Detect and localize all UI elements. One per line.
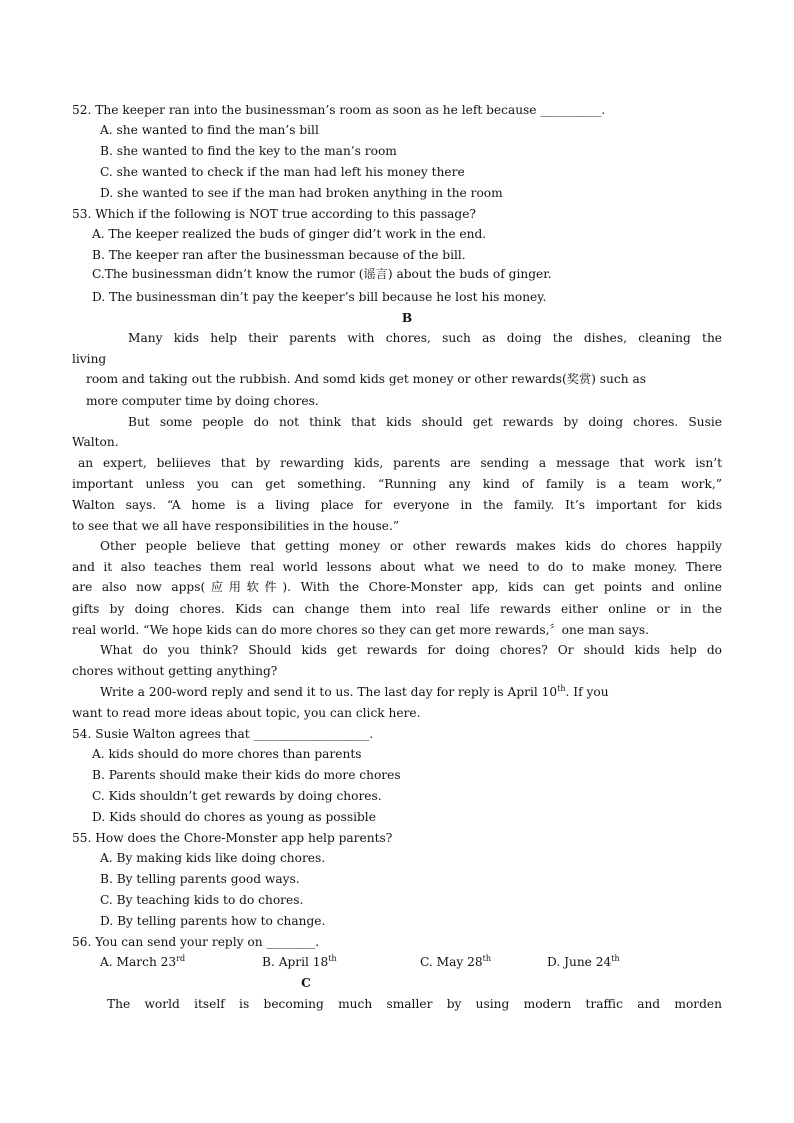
q56-option-c: C. May 28th bbox=[420, 953, 492, 969]
q53-option-b: B. The keeper ran after the businessman because of the bill. bbox=[92, 248, 466, 262]
passage-c-line: The world itself is becoming much smaller by using modern traffic and morden bbox=[107, 997, 722, 1011]
q54-option-b: B. Parents should make their kids do more chores bbox=[92, 768, 401, 782]
q55-stem: 55. How does the Chore-Monster app help parents? bbox=[72, 831, 393, 845]
passage-b-line: to see that we all have responsibilities in the house.” bbox=[72, 519, 400, 533]
passage-b-line: living bbox=[72, 352, 107, 366]
passage-b-line: and it also teaches them real world lessons about what we need to do to make money. There bbox=[72, 560, 722, 574]
passage-b-line: real world. “We hope kids can do more chores so they can get more rewards,〞one man says. bbox=[72, 623, 650, 637]
q56-stem: 56. You can send your reply on ________. bbox=[72, 935, 320, 949]
q52-option-b: B. she wanted to find the key to the man’s room bbox=[100, 144, 397, 158]
q52-stem: 52. The keeper ran into the businessman’s room as soon as he left because __________. bbox=[72, 103, 606, 117]
april-suffix: th bbox=[557, 683, 566, 693]
q52-option-d: D. she wanted to see if the man had broken anything in the room bbox=[100, 186, 503, 200]
passage-b-line: Walton says. “A home is a living place for everyone in the family. It’s important for kids bbox=[72, 498, 722, 512]
section-c-heading: C bbox=[301, 976, 311, 990]
q53-stem: 53. Which if the following is NOT true according to this passage? bbox=[72, 207, 476, 221]
q56-option-b: B. April 18th bbox=[262, 953, 337, 969]
q56-option-a: A. March 23rd bbox=[100, 953, 186, 969]
passage-b-line: What do you think? Should kids get rewards for doing chores? Or should kids help do bbox=[100, 643, 722, 657]
section-b-heading: B bbox=[401, 311, 413, 325]
passage-b-line: Many kids help their parents with chores, such as doing the dishes, cleaning the bbox=[128, 331, 722, 345]
passage-b-line: an expert, beliieves that by rewarding kids, parents are sending a message that work isn’t bbox=[78, 456, 722, 470]
passage-b-line: Walton. bbox=[72, 435, 119, 449]
q52-option-c: C. she wanted to check if the man had left his money there bbox=[100, 165, 465, 179]
q56-option-d: D. June 24th bbox=[547, 953, 620, 969]
passage-b-line: want to read more ideas about topic, you can click here. bbox=[72, 706, 421, 720]
q54-option-a: A. kids should do more chores than parents bbox=[92, 747, 362, 761]
passage-b-line bbox=[100, 684, 609, 700]
q55-option-c: C. By teaching kids to do chores. bbox=[100, 893, 304, 907]
q54-stem: 54. Susie Walton agrees that ___________________. bbox=[72, 727, 374, 741]
passage-b-line: Other people believe that getting money or other rewards makes kids do chores happily bbox=[100, 539, 722, 553]
passage-b-line: room and taking out the rubbish. And somd kids get money or other rewards(奖赏) such as bbox=[86, 372, 646, 386]
q55-option-d: D. By telling parents how to change. bbox=[100, 914, 326, 928]
q55-option-b: B. By telling parents good ways. bbox=[100, 872, 300, 886]
passage-b-line-tail: . If you bbox=[565, 685, 609, 699]
q53-option-a: A. The keeper realized the buds of ginger did’t work in the end. bbox=[92, 227, 487, 241]
reply-deadline-text: Write a 200-word reply and send it to us. The last day for reply is April 10 bbox=[100, 685, 558, 699]
passage-b-line: are also now apps(应用软件). With the Chore-Monster app, kids can get points and online bbox=[72, 580, 722, 594]
q53-option-d: D. The businessman din’t pay the keeper’s bill because he lost his money. bbox=[92, 290, 547, 304]
q52-option-a: A. she wanted to find the man’s bill bbox=[100, 123, 319, 137]
passage-b-line: But some people do not think that kids should get rewards by doing chores. Susie bbox=[128, 415, 722, 429]
q53-option-c: C.The businessman didn’t know the rumor (谣言) about the buds of ginger. bbox=[92, 267, 552, 281]
passage-b-line: more computer time by doing chores. bbox=[86, 394, 319, 408]
q54-option-d: D. Kids should do chores as young as possible bbox=[92, 810, 376, 824]
q54-option-c: C. Kids shouldn’t get rewards by doing chores. bbox=[92, 789, 382, 803]
passage-b-line: chores without getting anything? bbox=[72, 664, 278, 678]
passage-b-line: gifts by doing chores. Kids can change them into real life rewards either online or in the bbox=[72, 602, 722, 616]
passage-b-line: important unless you can get something. “Running any kind of family is a team work,” bbox=[72, 477, 722, 491]
q55-option-a: A. By making kids like doing chores. bbox=[100, 851, 326, 865]
